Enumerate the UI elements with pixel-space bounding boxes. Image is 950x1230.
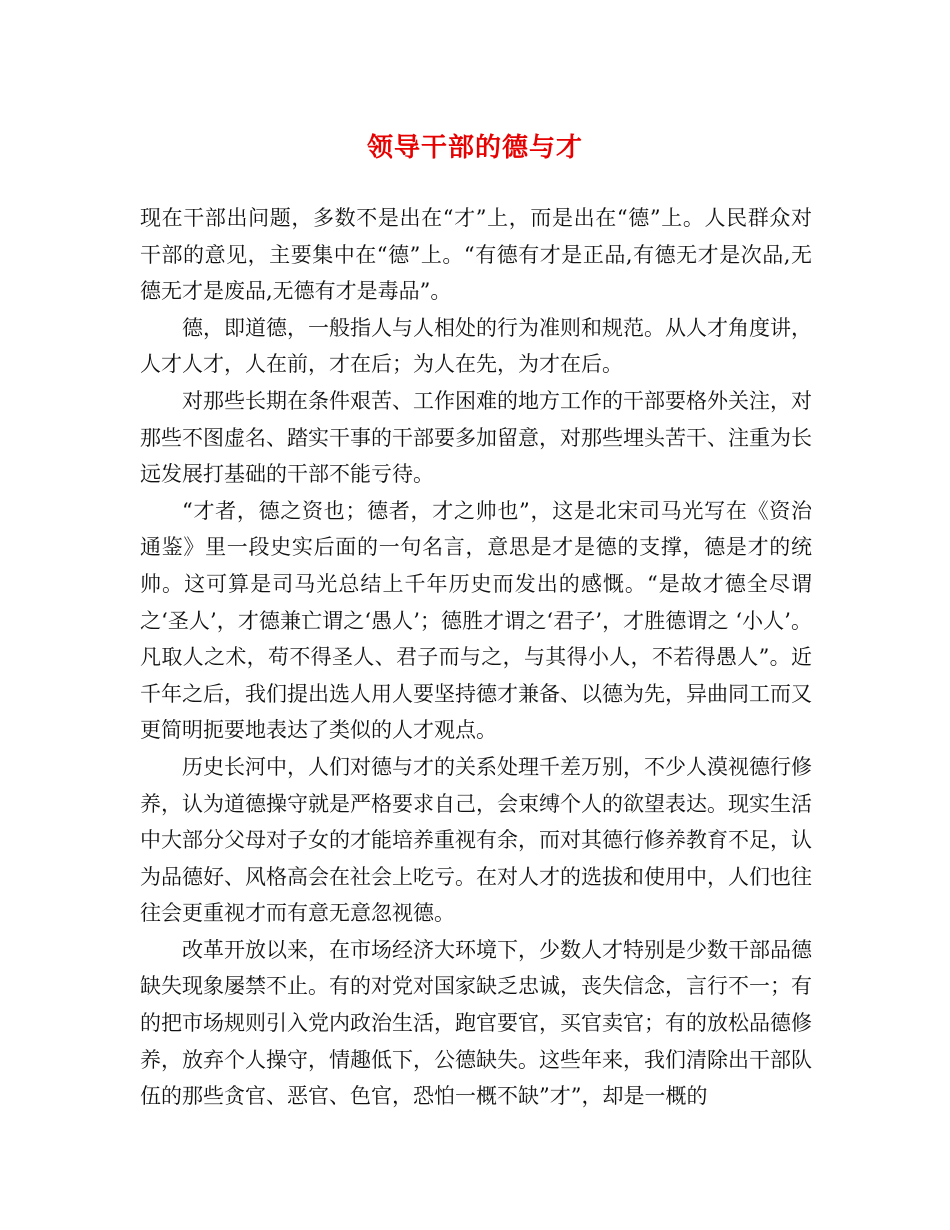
document-body bbox=[140, 200, 812, 1115]
paragraph: 德，即道德，一般指人与人相处的行为准则和规范。从人才角度讲，人才人才，人在前，才在后；为人在先，为才在后。 bbox=[140, 315, 812, 377]
paragraph: “才者，德之资也；德者，才之帅也”，这是北宋司马光写在《资治通鉴》里一段史实后面的一句名言，意思是才是德的支撑，德是才的统帅。这可算是司马光总结上千年历史而发出的感慨。“是故才德全尽谓之‘圣人’，才德兼亡谓之‘愚人’；德胜才谓之‘君子’，才胜德谓之 ‘小人’。凡取人之术，苟不得圣人、君子而与之，与其得小人，不若得愚人”。近千年之后，我们提出选人用人要坚持德才兼备、以德为先，异曲同工而又更简明扼要地表达了类似的人才观点。 bbox=[140, 498, 812, 743]
paragraph: 历史长河中，人们对德与才的关系处理千差万别，不少人漠视德行修养，认为道德操守就是严格要求自己，会束缚个人的欲望表达。现实生活中大部分父母对子女的才能培养重视有余，而对其德行修养教育不足，认为品德好、风格高会在社会上吃亏。在对人才的选拔和使用中，人们也往往会更重视才而有意无意忽视德。 bbox=[140, 754, 812, 926]
paragraph: 改革开放以来，在市场经济大环境下，少数人才特别是少数干部品德缺失现象屡禁不止。有的对党对国家缺乏忠诚，丧失信念，言行不一；有的把市场规则引入党内政治生活，跑官要官，买官卖官；有的放松品德修养，放弃个人操守，情趣低下，公德缺失。这些年来，我们清除出干部队伍的那些贪官、恶官、色官，恐怕一概不缺”才”，却是一概的 bbox=[140, 937, 812, 1109]
paragraph: 现在干部出问题，多数不是出在“才”上，而是出在“德”上。人民群众对干部的意见，主要集中在“德”上。“有德有才是正品,有德无才是次品,无德无才是废品,无德有才是毒品”。 bbox=[140, 206, 812, 304]
document-title: 领导干部的德与才 bbox=[366, 133, 583, 163]
paragraph: 对那些长期在条件艰苦、工作困难的地方工作的干部要格外关注，对那些不图虚名、踏实干事的干部要多加留意，对那些埋头苦干、注重为长远发展打基础的干部不能亏待。 bbox=[140, 388, 812, 487]
